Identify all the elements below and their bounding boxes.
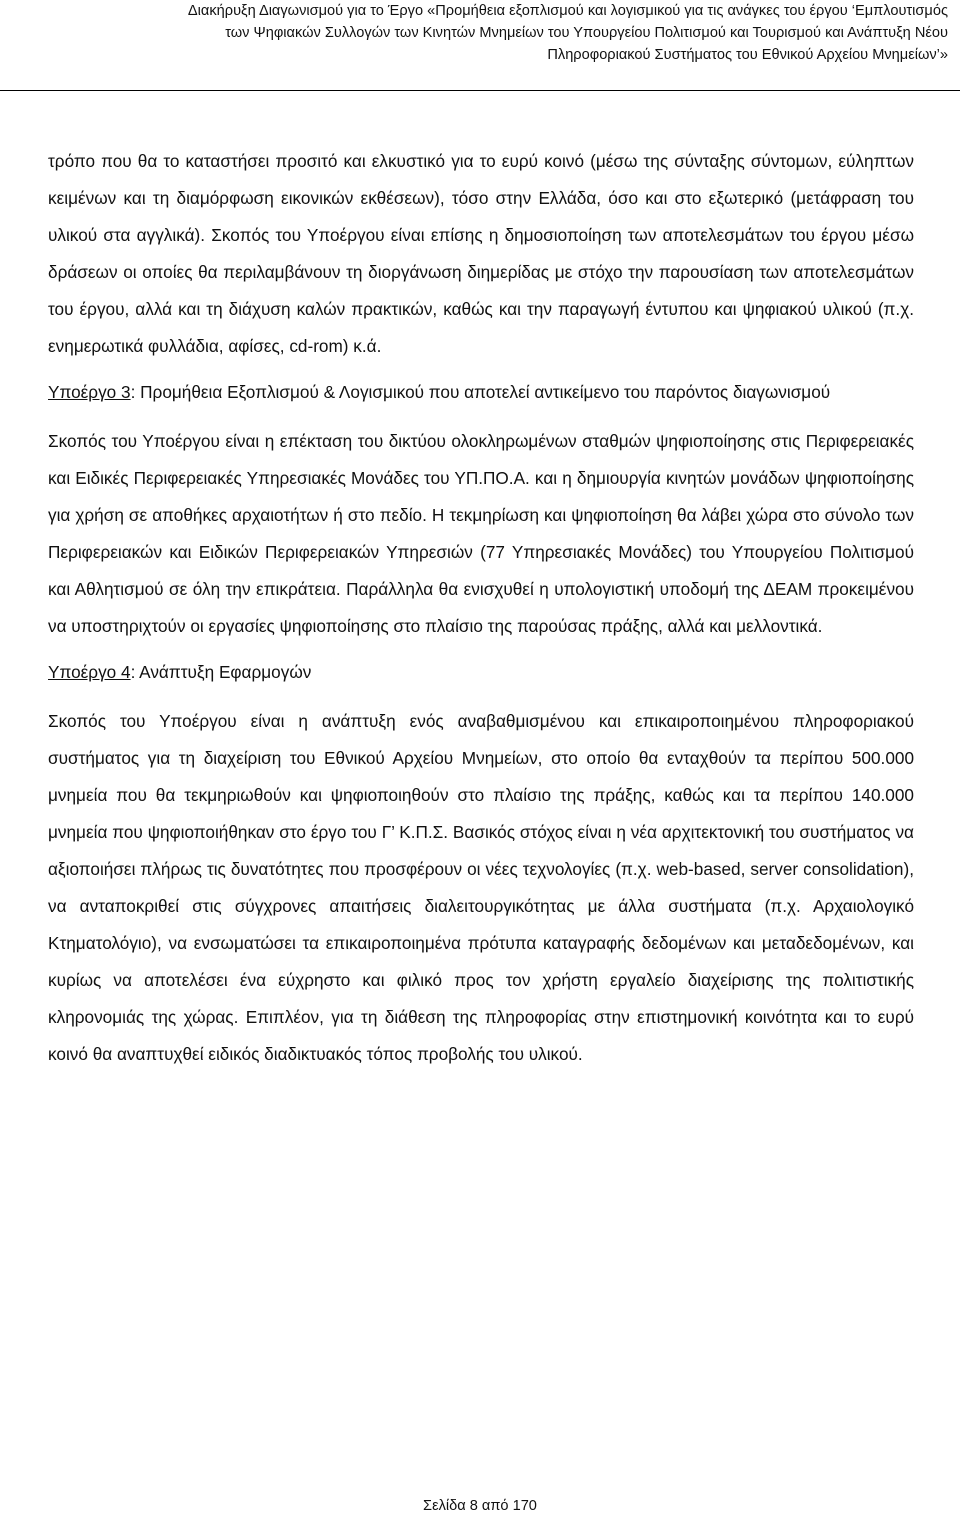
page-header xyxy=(0,0,948,90)
heading-subproject-3 xyxy=(48,374,914,411)
header-divider xyxy=(0,90,960,91)
header-line: των Ψηφιακών Συλλογών των Κινητών Μνημείων του Υπουργείου Πολιτισμού και Τουρισμού και Ανάπτυξη Νέου xyxy=(225,25,948,41)
page-number: Σελίδα 8 από 170 xyxy=(423,1498,537,1514)
heading-text: : Προμήθεια Εξοπλισμού & Λογισμικού που αποτελεί αντικείμενο του παρόντος διαγωνισμού xyxy=(130,382,831,402)
document-body xyxy=(48,143,914,1073)
heading-label: Υποέργο 3 xyxy=(48,382,131,402)
heading-text: : Ανάπτυξη Εφαρμογών xyxy=(130,662,312,682)
paragraph-subproject-2-continued: τρόπο που θα το καταστήσει προσιτό και ελκυστικό για το ευρύ κοινό (μέσω της σύνταξης σύντομων, εύληπτων κειμένων και τη διαμόρφωση εικονικών εκθέσεων), τόσο στην Ελλάδα, όσο και στο εξωτερικό (μετάφραση του υλικού στα αγγλικά). Σκοπός του Υποέργου είναι επίσης η δημοσιοποίηση των αποτελεσμάτων του έργου μέσω δράσεων οι οποίες θα περιλαμβάνουν τη διοργάνωση διημερίδας με στόχο την παρουσίαση των αποτελεσμάτων του έργου, αλλά και τη διάχυση καλών πρακτικών, καθώς και την παραγωγή έντυπου και ψηφιακού υλικού (π.χ. ενημερωτικά φυλλάδια, αφίσες, cd-rom) κ.ά. xyxy=(48,151,914,356)
header-line: Διακήρυξη Διαγωνισμού για το Έργο «Προμήθεια εξοπλισμού και λογισμικού για τις ανάγκες του έργου ‘Εμπλουτισμός xyxy=(187,3,948,19)
paragraph-subproject-4: Σκοπός του Υποέργου είναι η ανάπτυξη ενός αναβαθμισμένου και επικαιροποιημένου πληροφοριακού συστήματος για τη διαχείριση του Εθνικού Αρχείου Μνημείων, στο οποίο θα ενταχθούν τα περίπου 500.000 μνημεία που θα τεκμηριωθούν και ψηφιοποιηθούν στο πλαίσιο της πράξης, καθώς και τα περίπου 140.000 μνημεία που ψηφιοποιήθηκαν στο έργο του Γ’ Κ.Π.Σ. Βασικός στόχος είναι η νέα αρχιτεκτονική του συστήματος να αξιοποιήσει πλήρως τις δυνατότητες που προσφέρουν οι νέες τεχνολογίες (π.χ. web-based, server consolidation), να ανταποκριθεί στις σύγχρονες απαιτήσεις διαλειτουργικότητας με άλλα συστήματα (π.χ. Αρχαιολογικό Κτηματολόγιο), να ενσωματώσει τα επικαιροποιημένα πρότυπα καταγραφής δεδομένων και μεταδεδομένων, και κυρίως να αποτελέσει ένα εύχρηστο και φιλικό προς τον χρήστη εργαλείο διαχείρισης της πολιτιστικής κληρονομιάς της χώρας. Επιπλέον, για τη διάθεση της πληροφορίας στην επιστημονική κοινότητα και το ευρύ κοινό θα αναπτυχθεί ειδικός διαδικτυακός τόπος προβολής του υλικού. xyxy=(48,711,914,1064)
heading-subproject-4 xyxy=(48,654,914,691)
header-line: Πληροφοριακού Συστήματος του Εθνικού Αρχείου Μνημείων’» xyxy=(547,47,948,63)
heading-label: Υποέργο 4 xyxy=(48,662,131,682)
paragraph-subproject-3: Σκοπός του Υποέργου είναι η επέκταση του δικτύου ολοκληρωμένων σταθμών ψηφιοποίησης στις Περιφερειακές και Ειδικές Περιφερειακές Υπηρεσιακές Μονάδες του ΥΠ.ΠΟ.Α. και η δημιουργία κινητών μονάδων ψηφιοποίησης για χρήση σε αποθήκες αρχαιοτήτων ή στο πεδίο. Η τεκμηρίωση και ψηφιοποίηση θα λάβει χώρα στο σύνολο των Περιφερειακών και Ειδικών Περιφερειακών Υπηρεσιών (77 Υπηρεσιακές Μονάδες) του Υπουργείου Πολιτισμού και Αθλητισμού σε όλη την επικράτεια. Παράλληλα θα ενισχυθεί η υπολογιστική υποδομή της ΔΕΑΜ προκειμένου να υποστηριχτούν οι εργασίες ψηφιοποίησης στο πλαίσιο της παρούσας πράξης, αλλά και μελλοντικά. xyxy=(48,431,914,636)
